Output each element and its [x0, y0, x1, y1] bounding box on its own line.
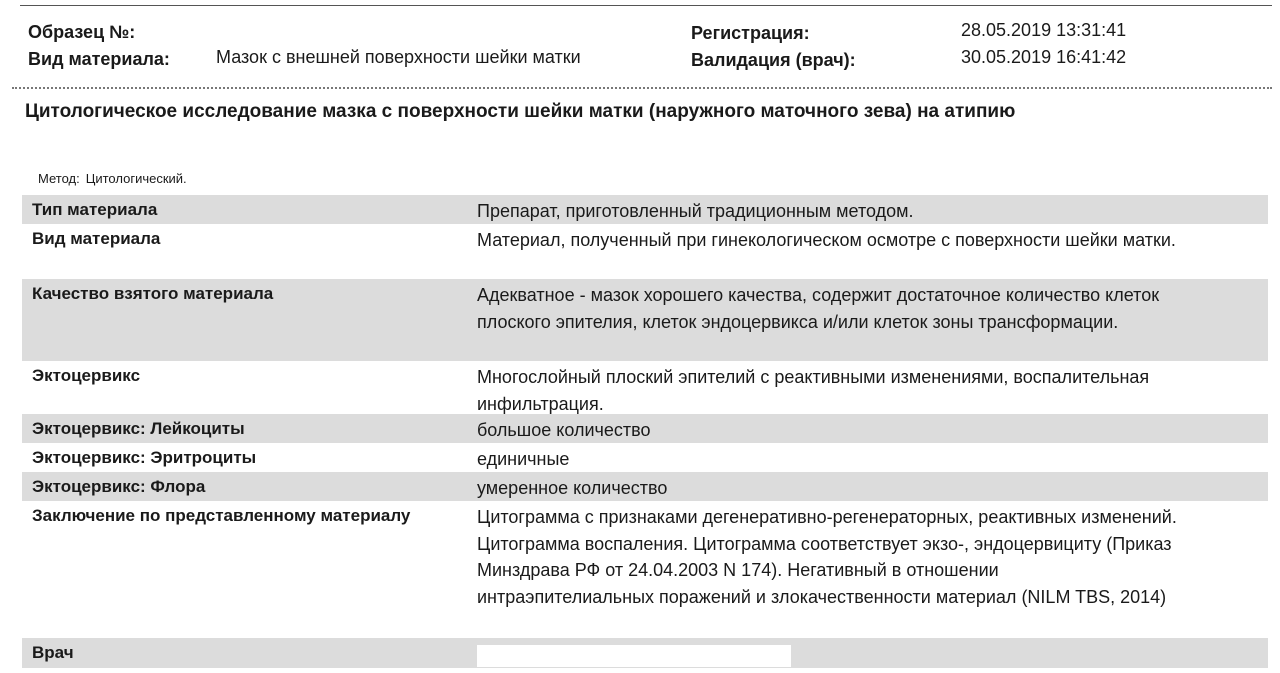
top-divider	[20, 5, 1272, 6]
section-divider	[12, 87, 1272, 89]
row-value: единичные	[477, 449, 570, 469]
method-label: Метод:	[38, 171, 80, 186]
material-type-value: Мазок с внешней поверхности шейки матки	[216, 47, 581, 67]
table-row	[22, 443, 1268, 472]
method-line	[38, 170, 187, 188]
sample-number-label: Образец №:	[28, 22, 136, 42]
row-value: Материал, полученный при гинекологическом осмотре с поверхности шейки матки.	[477, 230, 1176, 250]
table-row	[22, 472, 1268, 501]
row-label: Заключение по представленному материалу	[32, 506, 411, 525]
registration-label: Регистрация:	[691, 23, 810, 43]
table-row	[22, 414, 1268, 443]
row-value: Цитограмма с признаками дегенеративно-регенераторных, реактивных изменений. Цитограмма воспаления. Цитограмма соответствует экзо-, эндоцервициту (Приказ Минздрава РФ от 24.04.2003 N 174). Негативный в отношении интраэпителиальных поражений и злокачественности материал (NILM TBS, 2014)	[477, 507, 1177, 607]
row-value: умеренное количество	[477, 478, 668, 498]
table-row	[22, 501, 1268, 638]
table-row	[22, 279, 1268, 361]
material-type-label: Вид материала:	[28, 49, 170, 69]
row-value: большое количество	[477, 420, 651, 440]
method-value: Цитологический.	[85, 171, 187, 186]
validation-label: Валидация (врач):	[691, 50, 856, 70]
validation-datetime: 30.05.2019 16:41:42	[961, 47, 1127, 67]
row-value	[477, 638, 1177, 668]
table-row	[22, 224, 1268, 279]
results-table	[22, 195, 1268, 668]
row-label: Эктоцервикс: Эритроциты	[32, 448, 257, 467]
row-label: Качество взятого материала	[32, 284, 274, 303]
table-row	[22, 195, 1268, 224]
registration-datetime: 28.05.2019 13:31:41	[961, 20, 1127, 40]
table-row	[22, 638, 1268, 668]
row-label: Эктоцервикс: Лейкоциты	[32, 419, 245, 438]
row-value: Многослойный плоский эпителий с реактивными изменениями, воспалительная инфильтрация.	[477, 367, 1150, 414]
row-label: Эктоцервикс	[32, 366, 141, 385]
row-value: Препарат, приготовленный традиционным методом.	[477, 201, 914, 221]
table-row	[22, 361, 1268, 414]
row-label: Эктоцервикс: Флора	[32, 477, 206, 496]
row-label: Тип материала	[32, 200, 158, 219]
row-value: Адекватное - мазок хорошего качества, содержит достаточное количество клеток плоского эпителия, клеток эндоцервикса и/или клеток зоны трансформации.	[477, 285, 1160, 332]
row-label: Врач	[32, 643, 74, 662]
row-label: Вид материала	[32, 229, 161, 248]
study-title: Цитологическое исследование мазка с поверхности шейки матки (наружного маточного зева) на атипию	[25, 101, 1016, 122]
redacted-doctor-name	[477, 645, 791, 667]
